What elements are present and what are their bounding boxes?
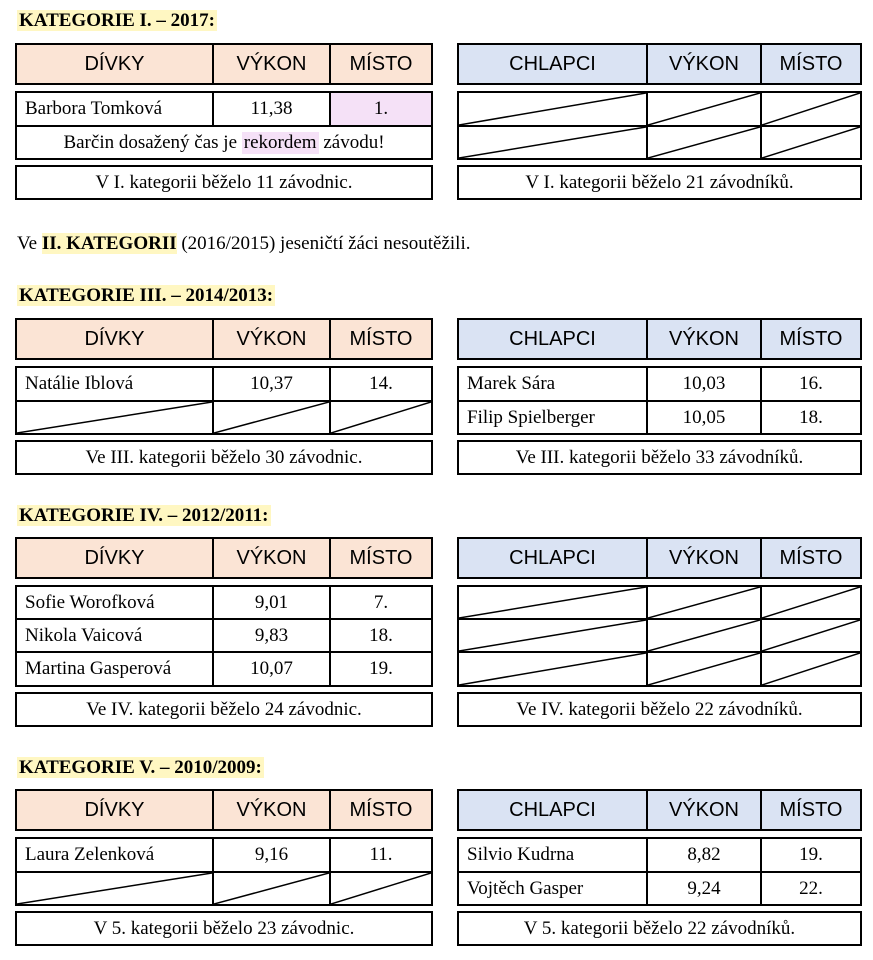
athlete-place: 19. bbox=[799, 844, 823, 865]
k3-boys-table bbox=[457, 366, 862, 435]
col-time: VÝKON bbox=[648, 791, 762, 829]
k2-bold: II. KATEGORII bbox=[41, 233, 177, 254]
k1-boys-count bbox=[457, 165, 862, 200]
athlete-name: Nikola Vaicová bbox=[17, 620, 214, 651]
k4-boys-table-empty bbox=[457, 585, 862, 687]
empty-row bbox=[459, 93, 860, 127]
col-place: MÍSTO bbox=[331, 45, 431, 83]
athlete-name: Laura Zelenková bbox=[17, 839, 214, 871]
athlete-name: Natálie Iblová bbox=[17, 368, 214, 400]
boys-count-text: Ve III. kategorii běželo 33 závodníků. bbox=[515, 446, 804, 468]
k1-boys-table-empty bbox=[457, 91, 862, 160]
athlete-time: 10,37 bbox=[214, 368, 331, 400]
category-3-title: KATEGORIE III. – 2014/2013: bbox=[19, 285, 274, 306]
col-girls: DÍVKY bbox=[17, 320, 214, 358]
table-row bbox=[17, 93, 431, 127]
col-time: VÝKON bbox=[648, 45, 762, 83]
athlete-time: 10,07 bbox=[214, 653, 331, 685]
k5-girls-table bbox=[15, 837, 433, 906]
k5-girls-count bbox=[15, 911, 433, 946]
athlete-place: 7. bbox=[373, 591, 389, 613]
col-boys: CHLAPCI bbox=[459, 791, 648, 829]
boys-count-text: V I. kategorii běželo 21 závodníků. bbox=[525, 171, 794, 193]
table-row bbox=[17, 653, 431, 685]
k3-girls-count bbox=[15, 440, 433, 475]
athlete-place: 18. bbox=[799, 406, 823, 428]
girls-count-text: Ve IV. kategorii běželo 24 závodnic. bbox=[86, 698, 362, 720]
col-girls: DÍVKY bbox=[17, 45, 214, 83]
col-place: MÍSTO bbox=[762, 45, 860, 83]
col-place: MÍSTO bbox=[331, 791, 431, 829]
boys-count-text: Ve IV. kategorii běželo 22 závodníků. bbox=[516, 698, 803, 720]
k1-girls-header bbox=[15, 43, 433, 85]
athlete-name: Filip Spielberger bbox=[459, 402, 648, 433]
athlete-place: 11. bbox=[369, 844, 393, 865]
col-girls: DÍVKY bbox=[17, 791, 214, 829]
col-boys: CHLAPCI bbox=[459, 539, 648, 577]
athlete-time: 10,03 bbox=[648, 368, 762, 400]
k3-boys-header bbox=[457, 318, 862, 360]
athlete-place: 14. bbox=[369, 373, 393, 394]
athlete-place: 22. bbox=[799, 877, 823, 899]
athlete-place: 16. bbox=[799, 373, 823, 394]
k4-girls-header bbox=[15, 537, 433, 579]
record-note bbox=[17, 127, 431, 158]
athlete-time: 9,83 bbox=[214, 620, 331, 651]
empty-row bbox=[459, 620, 860, 653]
boys-count-text: V 5. kategorii běželo 22 závodníků. bbox=[523, 917, 796, 939]
empty-row bbox=[459, 587, 860, 620]
k5-boys-table bbox=[457, 837, 862, 906]
k1-boys-header bbox=[457, 43, 862, 85]
category-2-note bbox=[17, 231, 471, 257]
col-time: VÝKON bbox=[214, 45, 331, 83]
athlete-name: Martina Gasperová bbox=[17, 653, 214, 685]
k5-boys-header bbox=[457, 789, 862, 831]
col-place: MÍSTO bbox=[762, 791, 860, 829]
category-4-title: KATEGORIE IV. – 2012/2011: bbox=[19, 505, 269, 526]
col-place: MÍSTO bbox=[762, 539, 860, 577]
note-text: Barčin dosažený čas je bbox=[63, 131, 242, 153]
athlete-time: 9,01 bbox=[214, 587, 331, 618]
athlete-name: Marek Sára bbox=[459, 368, 648, 400]
athlete-name: Vojtěch Gasper bbox=[459, 873, 648, 904]
category-1-title: KATEGORIE I. – 2017: bbox=[19, 10, 216, 31]
girls-count-text: Ve III. kategorii běželo 30 závodnic. bbox=[85, 446, 363, 468]
empty-row bbox=[459, 653, 860, 685]
athlete-name: Barbora Tomková bbox=[17, 93, 214, 125]
k1-girls-count bbox=[15, 165, 433, 200]
k4-girls-table bbox=[15, 585, 433, 687]
k4-boys-count bbox=[457, 692, 862, 727]
athlete-time: 8,82 bbox=[648, 839, 762, 871]
col-time: VÝKON bbox=[214, 539, 331, 577]
table-row bbox=[459, 839, 860, 873]
table-row bbox=[17, 368, 431, 402]
k4-girls-count bbox=[15, 692, 433, 727]
k5-boys-count bbox=[457, 911, 862, 946]
athlete-time: 11,38 bbox=[214, 93, 331, 125]
table-row bbox=[17, 620, 431, 653]
k3-boys-count bbox=[457, 440, 862, 475]
k3-girls-table bbox=[15, 366, 433, 435]
k2-text-end: (2016/2015) jeseničtí žáci nesoutěžili. bbox=[176, 233, 471, 254]
empty-row bbox=[17, 402, 431, 433]
k2-text-start: Ve bbox=[17, 233, 42, 254]
athlete-place: 1. bbox=[331, 93, 431, 125]
athlete-time: 9,24 bbox=[648, 873, 762, 904]
athlete-name: Sofie Worofková bbox=[17, 587, 214, 618]
col-boys: CHLAPCI bbox=[459, 320, 648, 358]
athlete-name: Silvio Kudrna bbox=[459, 839, 648, 871]
athlete-place: 19. bbox=[369, 658, 393, 679]
athlete-place: 18. bbox=[369, 624, 393, 646]
empty-row bbox=[459, 127, 860, 158]
col-place: MÍSTO bbox=[331, 320, 431, 358]
col-place: MÍSTO bbox=[331, 539, 431, 577]
k1-girls-table bbox=[15, 91, 433, 160]
table-row bbox=[17, 839, 431, 873]
col-place: MÍSTO bbox=[762, 320, 860, 358]
k3-girls-header bbox=[15, 318, 433, 360]
athlete-time: 9,16 bbox=[214, 839, 331, 871]
note-text-end: závodu! bbox=[318, 131, 385, 153]
k4-boys-header bbox=[457, 537, 862, 579]
girls-count-text: V 5. kategorii běželo 23 závodnic. bbox=[93, 917, 355, 939]
category-5-title: KATEGORIE V. – 2010/2009: bbox=[19, 757, 262, 778]
empty-row bbox=[17, 873, 431, 904]
col-time: VÝKON bbox=[214, 791, 331, 829]
col-girls: DÍVKY bbox=[17, 539, 214, 577]
table-row bbox=[459, 368, 860, 402]
table-row bbox=[459, 402, 860, 433]
col-time: VÝKON bbox=[648, 539, 762, 577]
table-row bbox=[17, 587, 431, 620]
athlete-time: 10,05 bbox=[648, 402, 762, 433]
note-highlight: rekordem bbox=[243, 131, 317, 153]
girls-count-text: V I. kategorii běželo 11 závodnic. bbox=[95, 171, 353, 193]
col-boys: CHLAPCI bbox=[459, 45, 648, 83]
col-time: VÝKON bbox=[214, 320, 331, 358]
k5-girls-header bbox=[15, 789, 433, 831]
col-time: VÝKON bbox=[648, 320, 762, 358]
table-row bbox=[459, 873, 860, 904]
